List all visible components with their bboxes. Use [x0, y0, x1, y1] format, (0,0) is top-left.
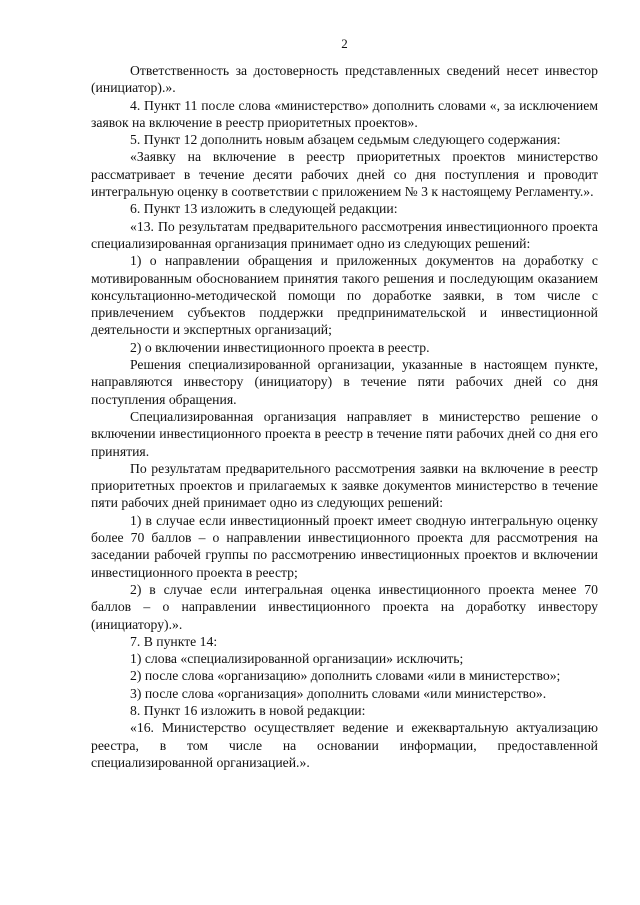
paragraph: 7. В пункте 14:	[130, 633, 218, 649]
paragraph: Специализированная организация направляет в министерство решение о включении инвестиционного проекта в реестр в течение пяти рабочих дней со дня его принятия.	[91, 408, 598, 459]
paragraph: Решения специализированной организации, указанные в настоящем пункте, направляются инвестору (инициатору) в течение пяти рабочих дней со дня поступления обращения.	[91, 357, 598, 407]
paragraph: «Заявку на включение в реестр приоритетных проектов министерство рассматривает в течение десяти рабочих дней со дня поступления и проводит интегральную оценку в соответствии с приложением № 3 к настоящему Регламенту.».	[91, 149, 598, 200]
paragraph: 2) после слова «организацию» дополнить словами «или в министерство»;	[130, 668, 561, 684]
paragraph: «13. По результатам предварительного рассмотрения инвестиционного проекта специализированная организация принимает одно из следующих решений:	[91, 218, 598, 251]
paragraph: Ответственность за достоверность представленных сведений несет инвестор (инициатор).».	[91, 63, 598, 96]
paragraph: 2) в случае если интегральная оценка инвестиционного проекта менее 70 баллов – о направлении инвестиционного проекта на доработку инвестору (инициатору).».	[91, 581, 598, 632]
page-number: 2	[341, 36, 348, 51]
paragraph: 1) слова «специализированной организации» исключить;	[130, 651, 464, 667]
paragraph: 1) о направлении обращения и приложенных документов на доработку с мотивированным обоснованием принятия такого решения и последующим оказанием консультационно-методической помощи по доработке заявки, в том числе с привлечением субъектов поддержки предпринимательской и инвестиционной деятельности и экспертных организаций;	[91, 253, 598, 338]
paragraph: 1) в случае если инвестиционный проект имеет сводную интегральную оценку более 70 баллов – о направлении инвестиционного проекта для рассмотрения на заседании рабочей группы по рассмотрению инвестиционных проектов и включении инвестиционного проекта в реестр;	[91, 512, 598, 580]
paragraph: «16. Министерство осуществляет ведение и ежеквартальную актуализацию реестра, в том числе на основании информации, предоставленной специализированной организацией.».	[91, 720, 598, 770]
paragraph: 3) после слова «организация» дополнить словами «или министерство».	[130, 685, 547, 701]
document-body	[91, 62, 598, 771]
paragraph: 5. Пункт 12 дополнить новым абзацем седьмым следующего содержания:	[130, 132, 561, 148]
paragraph: 4. Пункт 11 после слова «министерство» дополнить словами «, за исключением заявок на включение в реестр приоритетных проектов».	[91, 97, 598, 130]
paragraph: По результатам предварительного рассмотрения заявки на включение в реестр приоритетных проектов и прилагаемых к заявке документов министерство в течение пяти рабочих дней принимает одно из следующих решений:	[91, 460, 598, 511]
paragraph: 8. Пункт 16 изложить в новой редакции:	[130, 702, 366, 718]
paragraph: 6. Пункт 13 изложить в следующей редакции:	[130, 201, 398, 217]
paragraph: 2) о включении инвестиционного проекта в реестр.	[130, 339, 430, 355]
